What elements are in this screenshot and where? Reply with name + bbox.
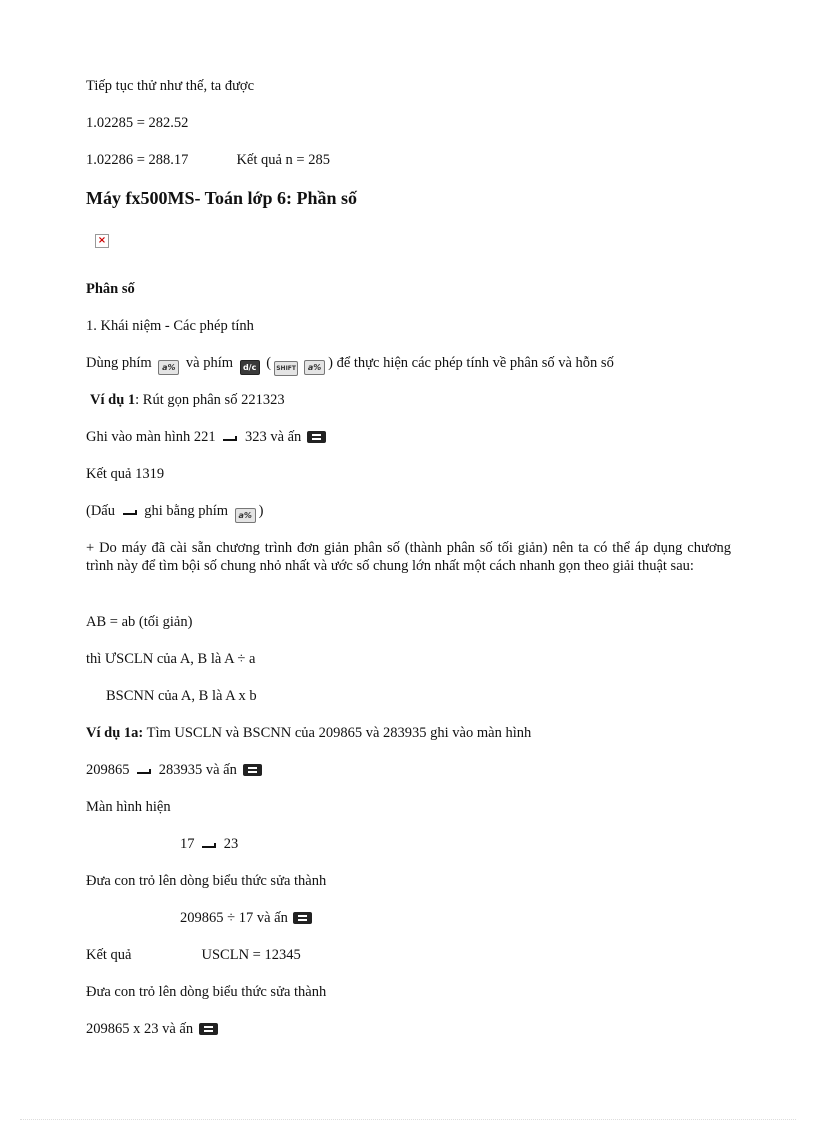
text-line [86, 502, 264, 523]
broken-image-icon: × [95, 234, 109, 248]
shift-key-icon: SHIFT [274, 361, 298, 376]
text-line [180, 909, 314, 927]
text-line [86, 761, 264, 779]
subsection-title: Phân số [86, 281, 135, 297]
section-heading: Máy fx500MS- Toán lớp 6: Phần số [86, 188, 358, 208]
text-fragment: 209865 x 23 và ấn [86, 1021, 194, 1037]
screen-result [180, 835, 238, 853]
text-fragment: ( [266, 355, 272, 371]
text-line: Đưa con trỏ lên dòng biểu thức sửa thành [86, 984, 327, 1000]
text-line [86, 428, 328, 446]
fraction-separator-icon [123, 507, 137, 515]
equals-key-icon [293, 912, 312, 924]
equation: 1.02286 = 288.17 [86, 152, 189, 168]
text-line: Màn hình hiện [86, 799, 171, 815]
example-line [90, 391, 285, 409]
example-text: Tìm USCLN và BSCNN của 209865 và 283935 ghi vào màn hình [146, 725, 532, 741]
text-fragment: ) để thực hiện các phép tính về phân số và hỗn số [328, 355, 614, 371]
result-value: USCLN = 12345 [201, 947, 301, 963]
text-fragment: 323 và ấn [244, 429, 302, 445]
text-line: 1. Khái niệm - Các phép tính [86, 318, 254, 334]
equals-key-icon [199, 1023, 218, 1035]
text-fragment: và phím [185, 355, 234, 371]
fraction-separator-icon [137, 766, 151, 774]
text-line: Kết quả 1319 [86, 466, 165, 482]
text-fragment: 23 [223, 836, 239, 852]
text-line [86, 354, 614, 376]
text-line [86, 946, 301, 964]
d-c-key-icon: d/c [240, 360, 260, 375]
text-line: 1.02285 = 282.52 [86, 115, 189, 131]
page-bottom-rule [20, 1119, 796, 1120]
ab-c-key-icon: a% [235, 508, 256, 523]
text-fragment: 209865 ÷ 17 và ấn [180, 910, 288, 926]
equals-key-icon [307, 431, 326, 443]
paragraph: + Do máy đã cài sẵn chương trình đơn giản phân số (thành phân số tối giản) nên ta có thể áp dụng chương trình này để tìm bội số chung nhỏ nhất và ước số chung lớn nhất một cách nhanh gọn theo giải thuật sau: [86, 540, 731, 574]
fraction-separator-icon [202, 840, 216, 848]
text-line [86, 1020, 220, 1038]
fraction-separator-icon [223, 433, 237, 441]
text-line: thì ƯSCLN của A, B là A ÷ a [86, 651, 256, 667]
result-label: Kết quả [86, 947, 132, 963]
example-label: Ví dụ 1 [90, 392, 136, 408]
text-fragment: ghi bằng phím [144, 503, 229, 519]
ab-c-key-icon: a% [304, 360, 325, 375]
text-line: Tiếp tục thử như thế, ta được [86, 78, 255, 94]
text-line [86, 151, 330, 169]
example-label: Ví dụ 1a: [86, 725, 144, 741]
text-line: Đưa con trỏ lên dòng biểu thức sửa thành [86, 873, 327, 889]
text-fragment: Dùng phím [86, 355, 152, 371]
text-fragment: ) [258, 503, 264, 519]
text-fragment: (Dấu [86, 503, 115, 519]
ab-c-key-icon: a% [158, 360, 179, 375]
text-fragment: 283935 và ấn [158, 762, 237, 778]
example-text: : Rút gọn phân số 221323 [135, 392, 285, 408]
text-fragment: 209865 [86, 762, 130, 778]
equals-key-icon [243, 764, 262, 776]
result-text: Kết quả n = 285 [236, 152, 330, 168]
text-line: AB = ab (tối giản) [86, 614, 193, 630]
text-fragment: 17 [180, 836, 195, 852]
example-line [86, 724, 531, 742]
text-fragment: Ghi vào màn hình 221 [86, 429, 216, 445]
text-line: BSCNN của A, B là A x b [106, 688, 257, 704]
